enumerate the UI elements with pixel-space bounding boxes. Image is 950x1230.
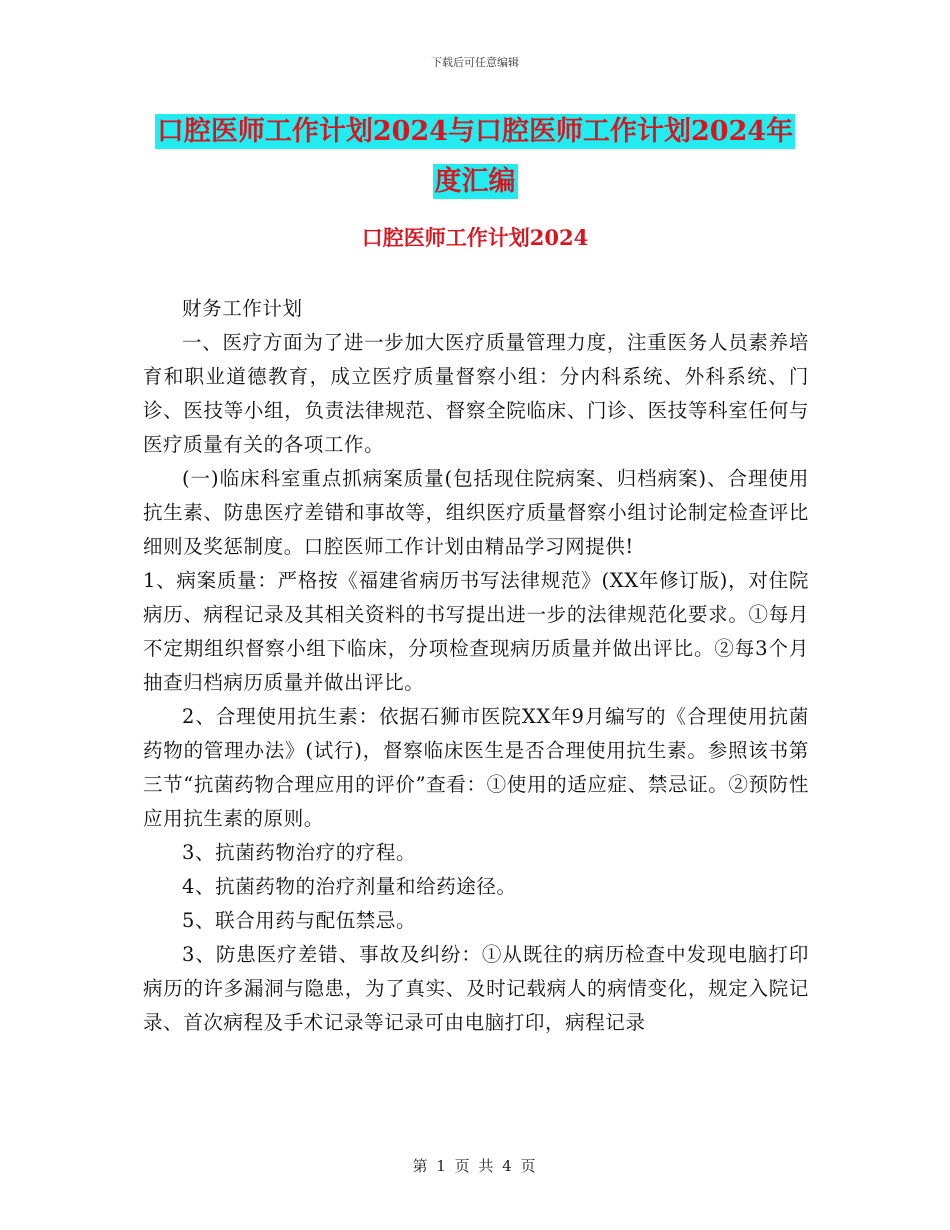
paragraph: 一、医疗方面为了进一步加大医疗质量管理力度，注重医务人员素养培育和职业道德教育，成立医疗质量督察小组：分内科系统、外科系统、门诊、医技等小组，负责法律规范、督察全院临床、门诊、医技等科室任何与医疗质量有关的各项工作。	[143, 331, 809, 456]
paragraph: 财务工作计划	[182, 297, 303, 320]
paragraph: 3、防患医疗差错、事故及纠纷：①从既往的病历检查中发现电脑打印病历的许多漏洞与隐患，为了真实、及时记载病人的病情变化，规定入院记录、首次病程及手术记录等记录可由电脑打印，病程记录	[143, 943, 809, 1034]
page-footer: 第 1 页 共 4 页	[412, 1157, 538, 1175]
document-title	[140, 107, 810, 207]
header-note: 下载后可任意编辑	[431, 56, 519, 69]
document-title-line-1: 口腔医师工作计划2024与口腔医师工作计划2024年	[156, 116, 794, 147]
section-title: 口腔医师工作计划2024	[361, 225, 589, 250]
paragraph: 1、病案质量：严格按《福建省病历书写法律规范》(XX年修订版)，对住院病历、病程记录及其相关资料的书写提出进一步的法律规范化要求。①每月不定期组织督察小组下临床，分项检查现病历质量并做出评比。②每3个月抽查归档病历质量并做出评比。	[143, 569, 809, 694]
paragraph: (一)临床科室重点抓病案质量(包括现住院病案、归档病案)、合理使用抗生素、防患医疗差错和事故等，组织医疗质量督察小组讨论制定检查评比细则及奖惩制度。口腔医师工作计划由精品学习网提供!	[143, 467, 809, 558]
paragraph: 3、抗菌药物治疗的疗程。	[182, 841, 417, 864]
paragraph: 2、合理使用抗生素：依据石狮市医院XX年9月编写的《合理使用抗菌药物的管理办法》(试行)，督察临床医生是否合理使用抗生素。参照该书第三节“抗菌药物合理应用的评价”查看：①使用的适应症、禁忌证。②预防性应用抗生素的原则。	[143, 705, 809, 830]
document-title-line-2: 度汇编	[434, 166, 516, 197]
paragraph: 5、联合用药与配伍禁忌。	[182, 909, 417, 932]
paragraph: 4、抗菌药物的治疗剂量和给药途径。	[182, 875, 517, 898]
document-body	[143, 292, 809, 1040]
